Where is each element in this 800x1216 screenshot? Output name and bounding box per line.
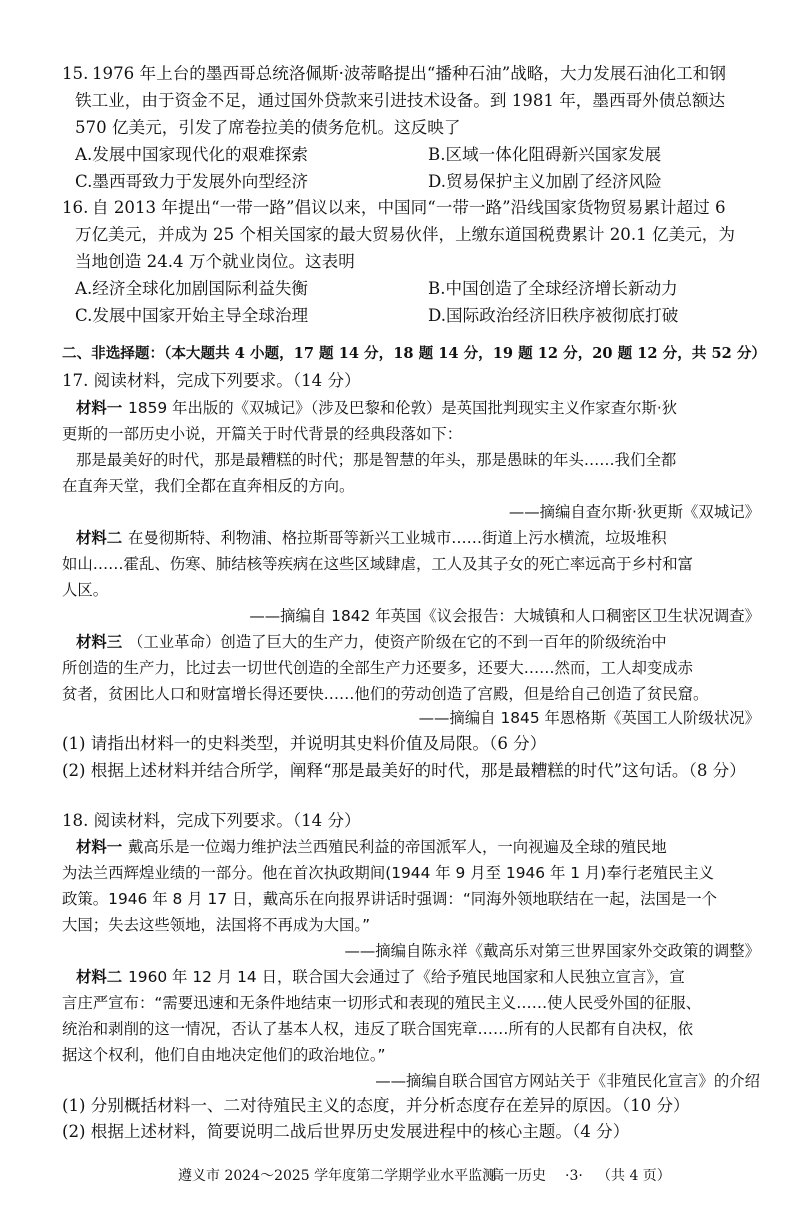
question-18-material-2-line-4: 据这个权利，他们自由地决定他们的政治地位。” [62,1046,386,1064]
question-15-option-c[interactable]: C.墨西哥致力于发展外向型经济 [75,172,309,191]
question-17-material-2-line-1: 在曼彻斯特、利物浦、格拉斯哥等新兴工业城市……街道上污水横流，垃圾堆积 [128,529,667,547]
question-18-sub-1: (1) 分别概括材料一、二对待殖民主义的态度，并分析态度存在差异的原因。（10 分） [62,1096,690,1115]
question-17-material-1-line-1: 1859 年出版的《双城记》（涉及巴黎和伦敦）是英国批判现实主义作家查尔斯·狄 [128,399,678,417]
question-18-material-1-line-3: 政策。1946 年 8 月 17 日，戴高乐在向报界讲话时强调：“同海外领地联结在一起，法国是一个 [62,890,718,908]
question-17-material-2-line-3: 人区。 [62,581,109,599]
question-18-material-2-line-2: 言庄严宣布：“需要迅速和无条件地结束一切形式和表现的殖民主义……使人民受外国的征服、 [62,994,701,1012]
question-18-material-1-line-2: 为法兰西辉煌业绩的一部分。他在首次执政期间(1944 年 9 月至 1946 年 1 月)奉行老殖民主义 [62,864,715,882]
question-17-material-1-line-3: 那是最美好的时代，那是最糟糕的时代；那是智慧的年头，那是愚昧的年头……我们全都 [76,451,677,469]
question-17-material-1-line-4: 在直奔天堂，我们全都在直奔相反的方向。 [62,477,355,495]
question-17-material-2-source: ——摘编自 1842 年英国《议会报告：大城镇和人口稠密区卫生状况调查》 [249,607,760,625]
question-15-option-a[interactable]: A.发展中国家现代化的艰难探索 [75,145,308,164]
question-17-material-2-line-2: 如山……霍乱、伤寒、肺结核等疾病在这些区域肆虐，工人及其子女的死亡率远高于乡村和富 [62,555,694,573]
question-15-number: 15. [62,64,89,83]
section-2-heading: 二、非选择题：（本大题共 4 小题，17 题 14 分，18 题 14 分，19 题 12 分，20 题 12 分，共 52 分） [62,345,766,362]
question-17-sub-2: (2) 根据上述材料并结合所学，阐释“那是最美好的时代，那是最糟糕的时代”这句话。（8 分） [62,761,746,780]
question-15-stem-line-1: 1976 年上台的墨西哥总统洛佩斯·波蒂略提出“播种石油”战略，大力发展石油化工和钢 [92,64,726,83]
question-18-material-2-line-1: 1960 年 12 月 14 日，联合国大会通过了《给予殖民地国家和人民独立宣言》，宣 [128,968,685,986]
question-18-material-1-line-4: 大国；失去这些领地，法国将不再成为大国。” [62,916,371,934]
question-16-number: 16. [62,198,89,217]
question-17-sub-1: (1) 请指出材料一的史料类型，并说明其史料价值及局限。（6 分） [62,734,547,753]
question-17-material-2-label: 材料二 [76,529,123,547]
question-17-material-3-source: ——摘编自 1845 年恩格斯《英国工人阶级状况》 [418,709,760,727]
question-15-stem-line-2: 铁工业，由于资金不足，通过国外贷款来引进技术设备。到 1981 年，墨西哥外债总额达 [75,91,726,110]
question-18-material-1-source: ——摘编自陈永祥《戴高乐对第三世界国家外交政策的调整》 [344,942,760,960]
question-16-stem-line-1: 自 2013 年提出“一带一路”倡议以来，中国同“一带一路”沿线国家货物贸易累计超过 6 [92,198,726,217]
question-16-option-d[interactable]: D.国际政治经济旧秩序被彻底打破 [428,306,679,325]
footer-exam-name: 遵义市 2024～2025 学年度第二学期学业水平监测 [178,1168,497,1184]
question-16-option-b[interactable]: B.中国创造了全球经济增长新动力 [428,279,678,298]
question-16-stem-line-3: 当地创造 24.4 万个就业岗位。这表明 [75,252,355,271]
question-18-material-2-label: 材料二 [76,968,123,986]
question-15-option-d[interactable]: D.贸易保护主义加剧了经济风险 [428,172,662,191]
question-17-material-3-label: 材料三 [76,633,123,651]
question-17-title: 17. 阅读材料，完成下列要求。（14 分） [62,371,361,390]
question-17-material-1-line-2: 更斯的一部历史小说，开篇关于时代背景的经典段落如下： [62,425,463,443]
question-18-title: 18. 阅读材料，完成下列要求。（14 分） [62,811,361,830]
question-17-material-3-line-3: 贫者，贫困比人口和财富增长得还要快……他们的劳动创造了宫殿，但是给自己创造了贫民窟。 [62,685,709,703]
question-18-material-1-line-1: 戴高乐是一位竭力维护法兰西殖民利益的帝国派军人，一向视遍及全球的殖民地 [128,838,667,856]
question-18-material-1-label: 材料一 [76,838,123,856]
question-18-material-2-line-3: 统治和剥削的这一情况，否认了基本人权，违反了联合国宪章……所有的人民都有自决权，依 [62,1020,694,1038]
question-17-material-1-source: ——摘编自查尔斯·狄更斯《双城记》 [508,503,760,521]
question-18-material-2-source: ——摘编自联合国官方网站关于《非殖民化宣言》的介绍 [375,1072,760,1090]
question-16-option-c[interactable]: C.发展中国家开始主导全球治理 [75,306,309,325]
question-17-material-1-label: 材料一 [76,399,123,417]
footer-page-number: ·3· [565,1168,583,1184]
question-15-option-b[interactable]: B.区域一体化阻碍新兴国家发展 [428,145,662,164]
question-17-material-3-line-1: （工业革命）创造了巨大的生产力，使资产阶级在它的不到一百年的阶级统治中 [128,633,667,651]
question-16-stem-line-2: 万亿美元，并成为 25 个相关国家的最大贸易伙伴，上缴东道国税费累计 20.1 亿美元，为 [75,225,735,244]
question-17-material-3-line-2: 所创造的生产力，比过去一切世代创造的全部生产力还要多，还要大……然而，工人却变成赤 [62,659,694,677]
footer-total-pages: （共 4 页） [597,1168,671,1184]
question-16-option-a[interactable]: A.经济全球化加剧国际利益失衡 [75,279,308,298]
question-18-sub-2: (2) 根据上述材料，简要说明二战后世界历史发展进程中的核心主题。（4 分） [62,1122,630,1141]
footer-subject: 高一历史 [490,1168,546,1184]
question-15-stem-line-3: 570 亿美元，引发了席卷拉美的债务危机。这反映了 [75,118,461,137]
